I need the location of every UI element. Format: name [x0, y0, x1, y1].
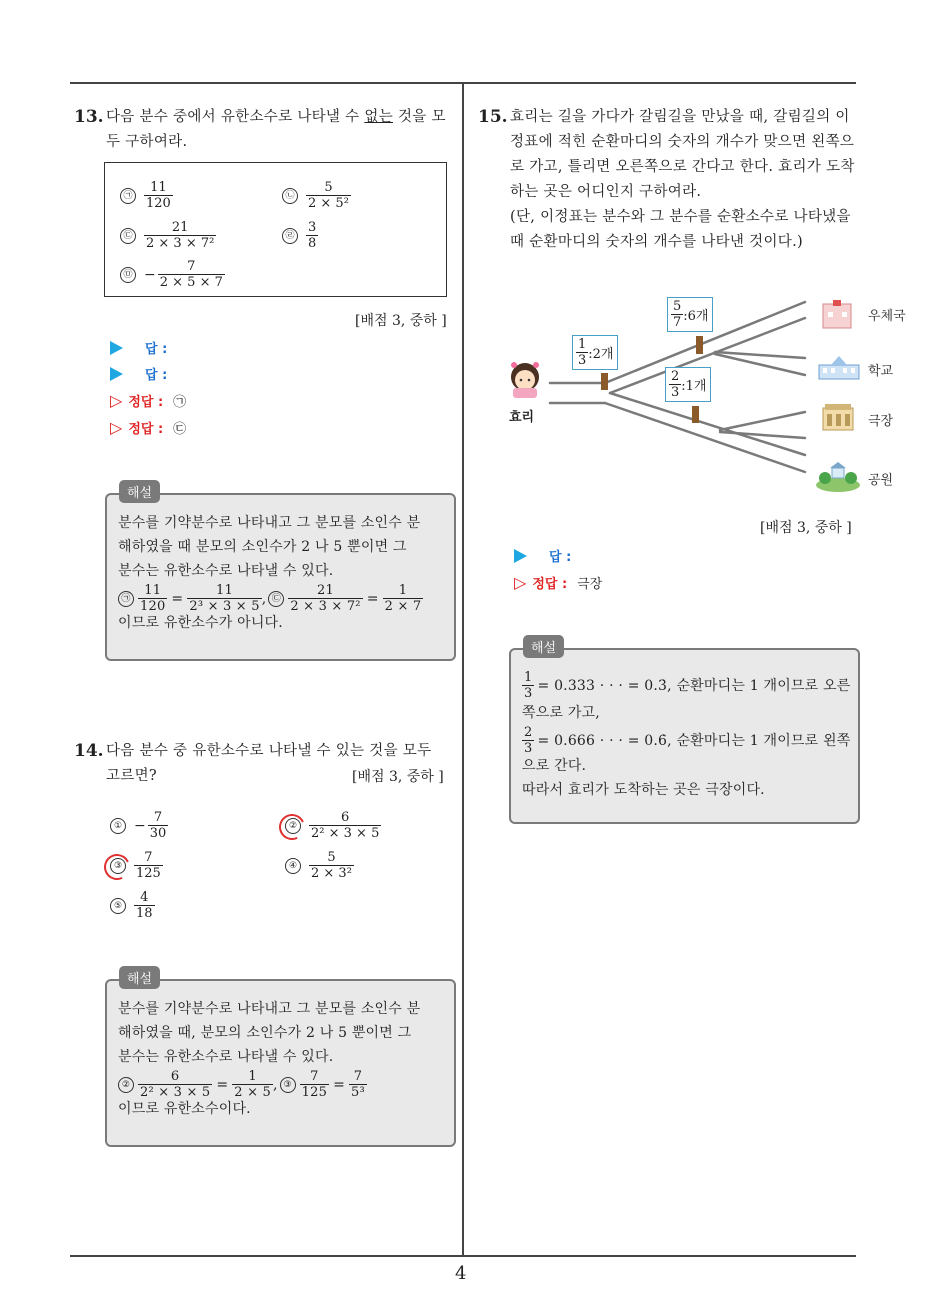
q13-option-2[interactable]: ㉡ $\frac{5}{\text{2 × 5²}}$ [282, 180, 351, 211]
q15-text: 효리는 길을 가다가 갈림길을 만났을 때, 갈림길의 이 정표에 적힌 순환마디의 숫자의 개수가 맞으면 왼쪽으 로 가고, 틀리면 오른쪽으로 간다고 한다. 효리가 도착 하는 곳은 어디인지 구하여라. (단, 이정표는 분수와 그 분수를 순환소수로 나타냈을 때 순환마디의 숫자의 개수를 나타낸 것이다.) [510, 109, 855, 250]
q13-text: 다음 분수 중에서 유한소수로 나타낼 수 없는 것을 모 두 구하여라. [106, 109, 446, 150]
q15-explanation-text: $\frac{1}{3}$ = 0.333 · · · = 0.3̇, 순환마디는 1 개이므로 오른 쪽으로 가고, $\frac{2}{3}$ = 0.666 · · · = 0.6̇, 순환마디는 1 개이므로 왼쪽 으로 간다. 따라서 효리가 도착하는 곳은 극장이다. [522, 670, 851, 798]
play-icon [110, 341, 123, 355]
place-theater: 극장 [868, 414, 894, 429]
theater-icon [823, 404, 853, 430]
q15-explanation-tag: 해설 [523, 635, 564, 658]
q13-score: [배점 3, 중하 ] [355, 313, 447, 329]
q13-option-5[interactable]: ㉤ − $\frac{7}{2 \times 5 \times 7}$ [120, 259, 225, 290]
girl-label: 효리 [509, 410, 535, 425]
q13-correct-2: ▷ 정답 : ㉢ [110, 418, 187, 437]
signpost-3: $\frac{2}{3}$ :1개 [665, 367, 711, 402]
place-park: 공원 [868, 473, 894, 488]
signpost-1: $\frac{1}{3}$ :2개 [572, 335, 618, 370]
q13-answer-1[interactable]: 답 : [110, 338, 167, 357]
girl-icon [511, 362, 539, 398]
play-outline-icon: ▷ [110, 418, 123, 437]
play-icon [110, 367, 123, 381]
q14-option-1[interactable]: ① − $\frac{7}{30}$ [110, 810, 168, 841]
q13-explanation-tag: 해설 [119, 480, 160, 503]
q14-explanation-tag: 해설 [119, 966, 160, 989]
q14-explanation-equation: ② $\frac{6}{\text{2² × 3 × 5}}$ = $\frac{1}{2 \times 5}$ , ③ $\frac{7}{125}$ = $\frac{7}{\text{5³}}$ [118, 1069, 448, 1100]
signpost-2: $\frac{5}{7}$ :6개 [667, 297, 713, 332]
q13-answer-2[interactable]: 답 : [110, 364, 167, 383]
q13-option-1[interactable]: ㉠ $\frac{11}{120}$ [120, 180, 173, 211]
q14-explanation-text: 분수를 기약분수로 나타내고 그 분모를 소인수 분 해하였을 때, 분모의 소인수가 2 나 5 뿐이면 그 분수는 유한소수로 나타낼 수 있다. ② $\frac{6}{\text{2² × 3 × 5}}$ = $\frac{1}{2 \times 5}$ , ③ $\frac{7}{125}$ = $\frac{7}{\text{5³}}$ 이므로 유한소수이다. [118, 997, 448, 1118]
q15-correct: ▷ 정답 : 극장 [514, 573, 603, 592]
q14-option-4[interactable]: ④ $\frac{5}{\text{2 × 3²}}$ [285, 850, 354, 881]
q13-number: 13. [74, 107, 104, 127]
play-outline-icon: ▷ [110, 391, 123, 410]
play-outline-icon: ▷ [514, 573, 527, 592]
q13-explanation-text: 분수를 기약분수로 나타내고 그 분모를 소인수 분 해하였을 때 분모의 소인수가 2 나 5 뿐이면 그 분수는 유한소수로 나타낼 수 있다. ㉠ $\frac{11}{120}$ = $\frac{11}{\text{2³ × 3 × 5}}$ , ㉢ $\frac{21}{\text{2 × 3 × 7²}}$ = $\frac{1}{2 \times 7}$ 이므로 유한소수가 아니다. [118, 511, 448, 632]
q15-score: [배점 3, 중하 ] [760, 520, 852, 536]
q14-text: 다음 분수 중 유한소수로 나타낼 수 있는 것을 모두 고르면? [106, 743, 432, 784]
q14-option-5[interactable]: ⑤ $\frac{4}{18}$ [110, 890, 155, 921]
park-icon [816, 462, 860, 492]
page-number: 4 [455, 1263, 467, 1284]
bottom-rule [70, 1255, 856, 1257]
q14-option-2[interactable]: ② $\frac{6}{\text{2² × 3 × 5}}$ [285, 810, 381, 841]
place-post-office: 우체국 [868, 309, 906, 324]
column-divider [462, 84, 464, 1256]
post-office-icon [823, 300, 851, 328]
q13-explanation-equation: ㉠ $\frac{11}{120}$ = $\frac{11}{\text{2³ × 3 × 5}}$ , ㉢ $\frac{21}{\text{2 × 3 × 7²}}$ = $\frac{1}{2 \times 7}$ [118, 583, 448, 614]
q14-number: 14. [74, 741, 104, 761]
school-icon [819, 356, 859, 379]
place-school: 학교 [868, 364, 894, 379]
q13-correct-1: ▷ 정답 : ㉠ [110, 391, 187, 410]
q13-option-3[interactable]: ㉢ $\frac{21}{\text{2 × 3 × 7²}}$ [120, 220, 216, 251]
q15-answer[interactable]: 답 : [514, 546, 571, 565]
q13-option-4[interactable]: ㉣ $\frac{3}{8}$ [282, 220, 318, 251]
q14-score: [배점 3, 중하 ] [352, 769, 444, 785]
play-icon [514, 549, 527, 563]
q15-number: 15. [478, 107, 508, 127]
q14-option-3[interactable]: ③ $\frac{7}{125}$ [110, 850, 163, 881]
